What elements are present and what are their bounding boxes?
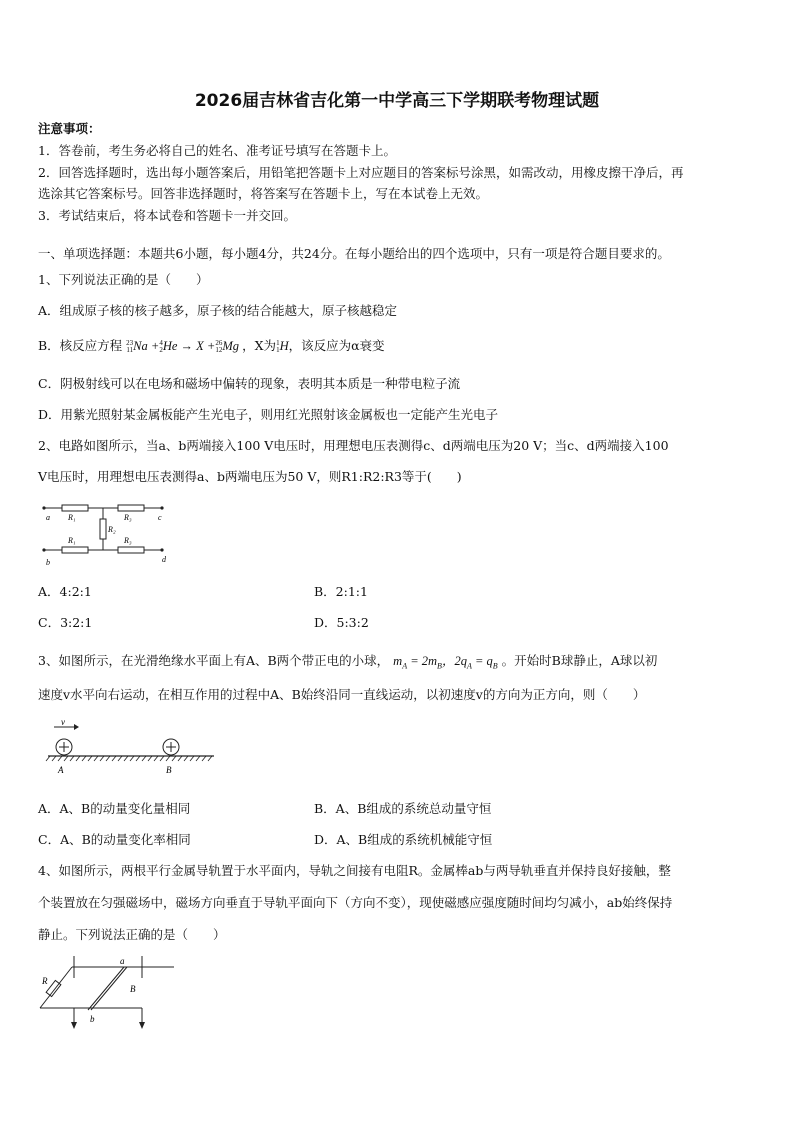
notice-item: 2．回答选择题时，选出每小题答案后，用铅笔把答题卡上对应题目的答案标号涂黑，如需改动，用橡皮擦干净后，再: [38, 165, 684, 180]
question-2-stem-line1: 2、电路如图所示，当a、b两端接入100 V电压时，用理想电压表测得c、d两端电压为20 V；当c、d两端接入100: [38, 438, 669, 453]
rod-end-b-label: b: [90, 1014, 95, 1024]
ball-b-label: B: [166, 765, 172, 775]
question-1-option-d: D．用紫光照射某金属板能产生光电子，则用红光照射该金属板也一定能产生光电子: [38, 407, 499, 422]
question-2-option-b: B．2:1:1: [314, 584, 368, 599]
rail-circuit-diagram: [36, 950, 181, 1035]
question-1-stem: 1、下列说法正确的是（ ）: [38, 272, 209, 287]
question-1-option-c: C．阴极射线可以在电场和磁场中偏转的现象，表明其本质是一种带电粒子流: [38, 376, 461, 391]
question-3-option-c: C．A、B的动量变化率相同: [38, 832, 191, 847]
ball-a-label: A: [58, 765, 64, 775]
question-3-option-a: A．A、B的动量变化量相同: [38, 801, 191, 816]
question-3-stem-line2: 速度v水平向右运动，在相互作用的过程中A、B始终沿同一直线运动，以初速度v的方向为正方向，则（ ）: [38, 687, 646, 702]
r3-bottom-label: R₃: [124, 536, 132, 545]
r1-top-label: R₁: [68, 513, 76, 522]
resistor-r-label: R: [42, 976, 48, 986]
question-4-stem-line1: 4、如图所示，两根平行金属导轨置于水平面内，导轨之间接有电阻R。金属棒ab与两导轨垂直并保持良好接触，整: [38, 863, 671, 878]
question-2-stem-line2: V电压时，用理想电压表测得a、b两端电压为50 V，则R1:R2:R3等于( ): [38, 469, 462, 484]
question-2-option-a: A．4:2:1: [38, 584, 92, 599]
r2-label: R₂: [108, 525, 116, 534]
section-heading: 一、单项选择题：本题共6小题，每小题4分，共24分。在每小题给出的四个选项中，只有一项是符合题目要求的。: [38, 246, 670, 261]
question-1-option-b: B．核反应方程 23 11Na +4 2He → X +26 12Mg ，X为1 1H，该反应为α衰变: [38, 338, 385, 355]
terminal-b-label: b: [46, 558, 50, 567]
velocity-label: v: [61, 718, 65, 727]
question-4-stem-line3: 静止。下列说法正确的是（ ）: [38, 927, 226, 942]
question-2-option-d: D．5:3:2: [314, 615, 369, 630]
r1-bottom-label: R₁: [68, 536, 76, 545]
question-4-stem-line2: 个装置放在匀强磁场中，磁场方向垂直于导轨平面向下（方向不变），现使磁感应强度随时间均匀减小，ab始终保持: [38, 895, 673, 910]
terminal-a-label: a: [46, 513, 50, 522]
question-2-option-c: C．3:2:1: [38, 615, 93, 630]
rod-end-a-label: a: [120, 956, 125, 966]
question-1-option-a: A．组成原子核的核子越多，原子核的结合能越大，原子核越稳定: [38, 303, 398, 318]
mass-charge-relation: $m_A = 2m_B$，$2q_A = q_B$: [393, 654, 498, 671]
nuclear-equation: 23 11Na +4 2He → X +26 12Mg: [126, 339, 243, 355]
two-balls-diagram: [44, 718, 219, 780]
question-3-option-d: D．A、B组成的系统机械能守恒: [314, 832, 493, 847]
notice-item: 选涂其它答案标号。回答非选择题时，将答案写在答题卡上，写在本试卷上无效。: [38, 186, 489, 201]
notice-item: 3．考试结束后，将本试卷和答题卡一并交回。: [38, 208, 296, 223]
terminal-c-label: c: [158, 513, 162, 522]
magnetic-field-label: B: [130, 984, 136, 994]
notice-heading: 注意事项：: [38, 121, 101, 136]
r3-top-label: R₃: [124, 513, 132, 522]
question-3-option-b: B．A、B组成的系统总动量守恒: [314, 801, 492, 816]
terminal-d-label: d: [162, 555, 166, 564]
question-3-stem-line1: 3、如图所示，在光滑绝缘水平面上有A、B两个带正电的小球， $m_A = 2m_B$，$2q_A = q_B$ 。开始时B球静止，A球以初: [38, 653, 658, 671]
page-title: 2026届吉林省吉化第一中学高三下学期联考物理试题: [194, 91, 600, 111]
circuit-diagram: [40, 495, 180, 570]
notice-item: 1．答卷前，考生务必将自己的姓名、准考证号填写在答题卡上。: [38, 143, 396, 158]
